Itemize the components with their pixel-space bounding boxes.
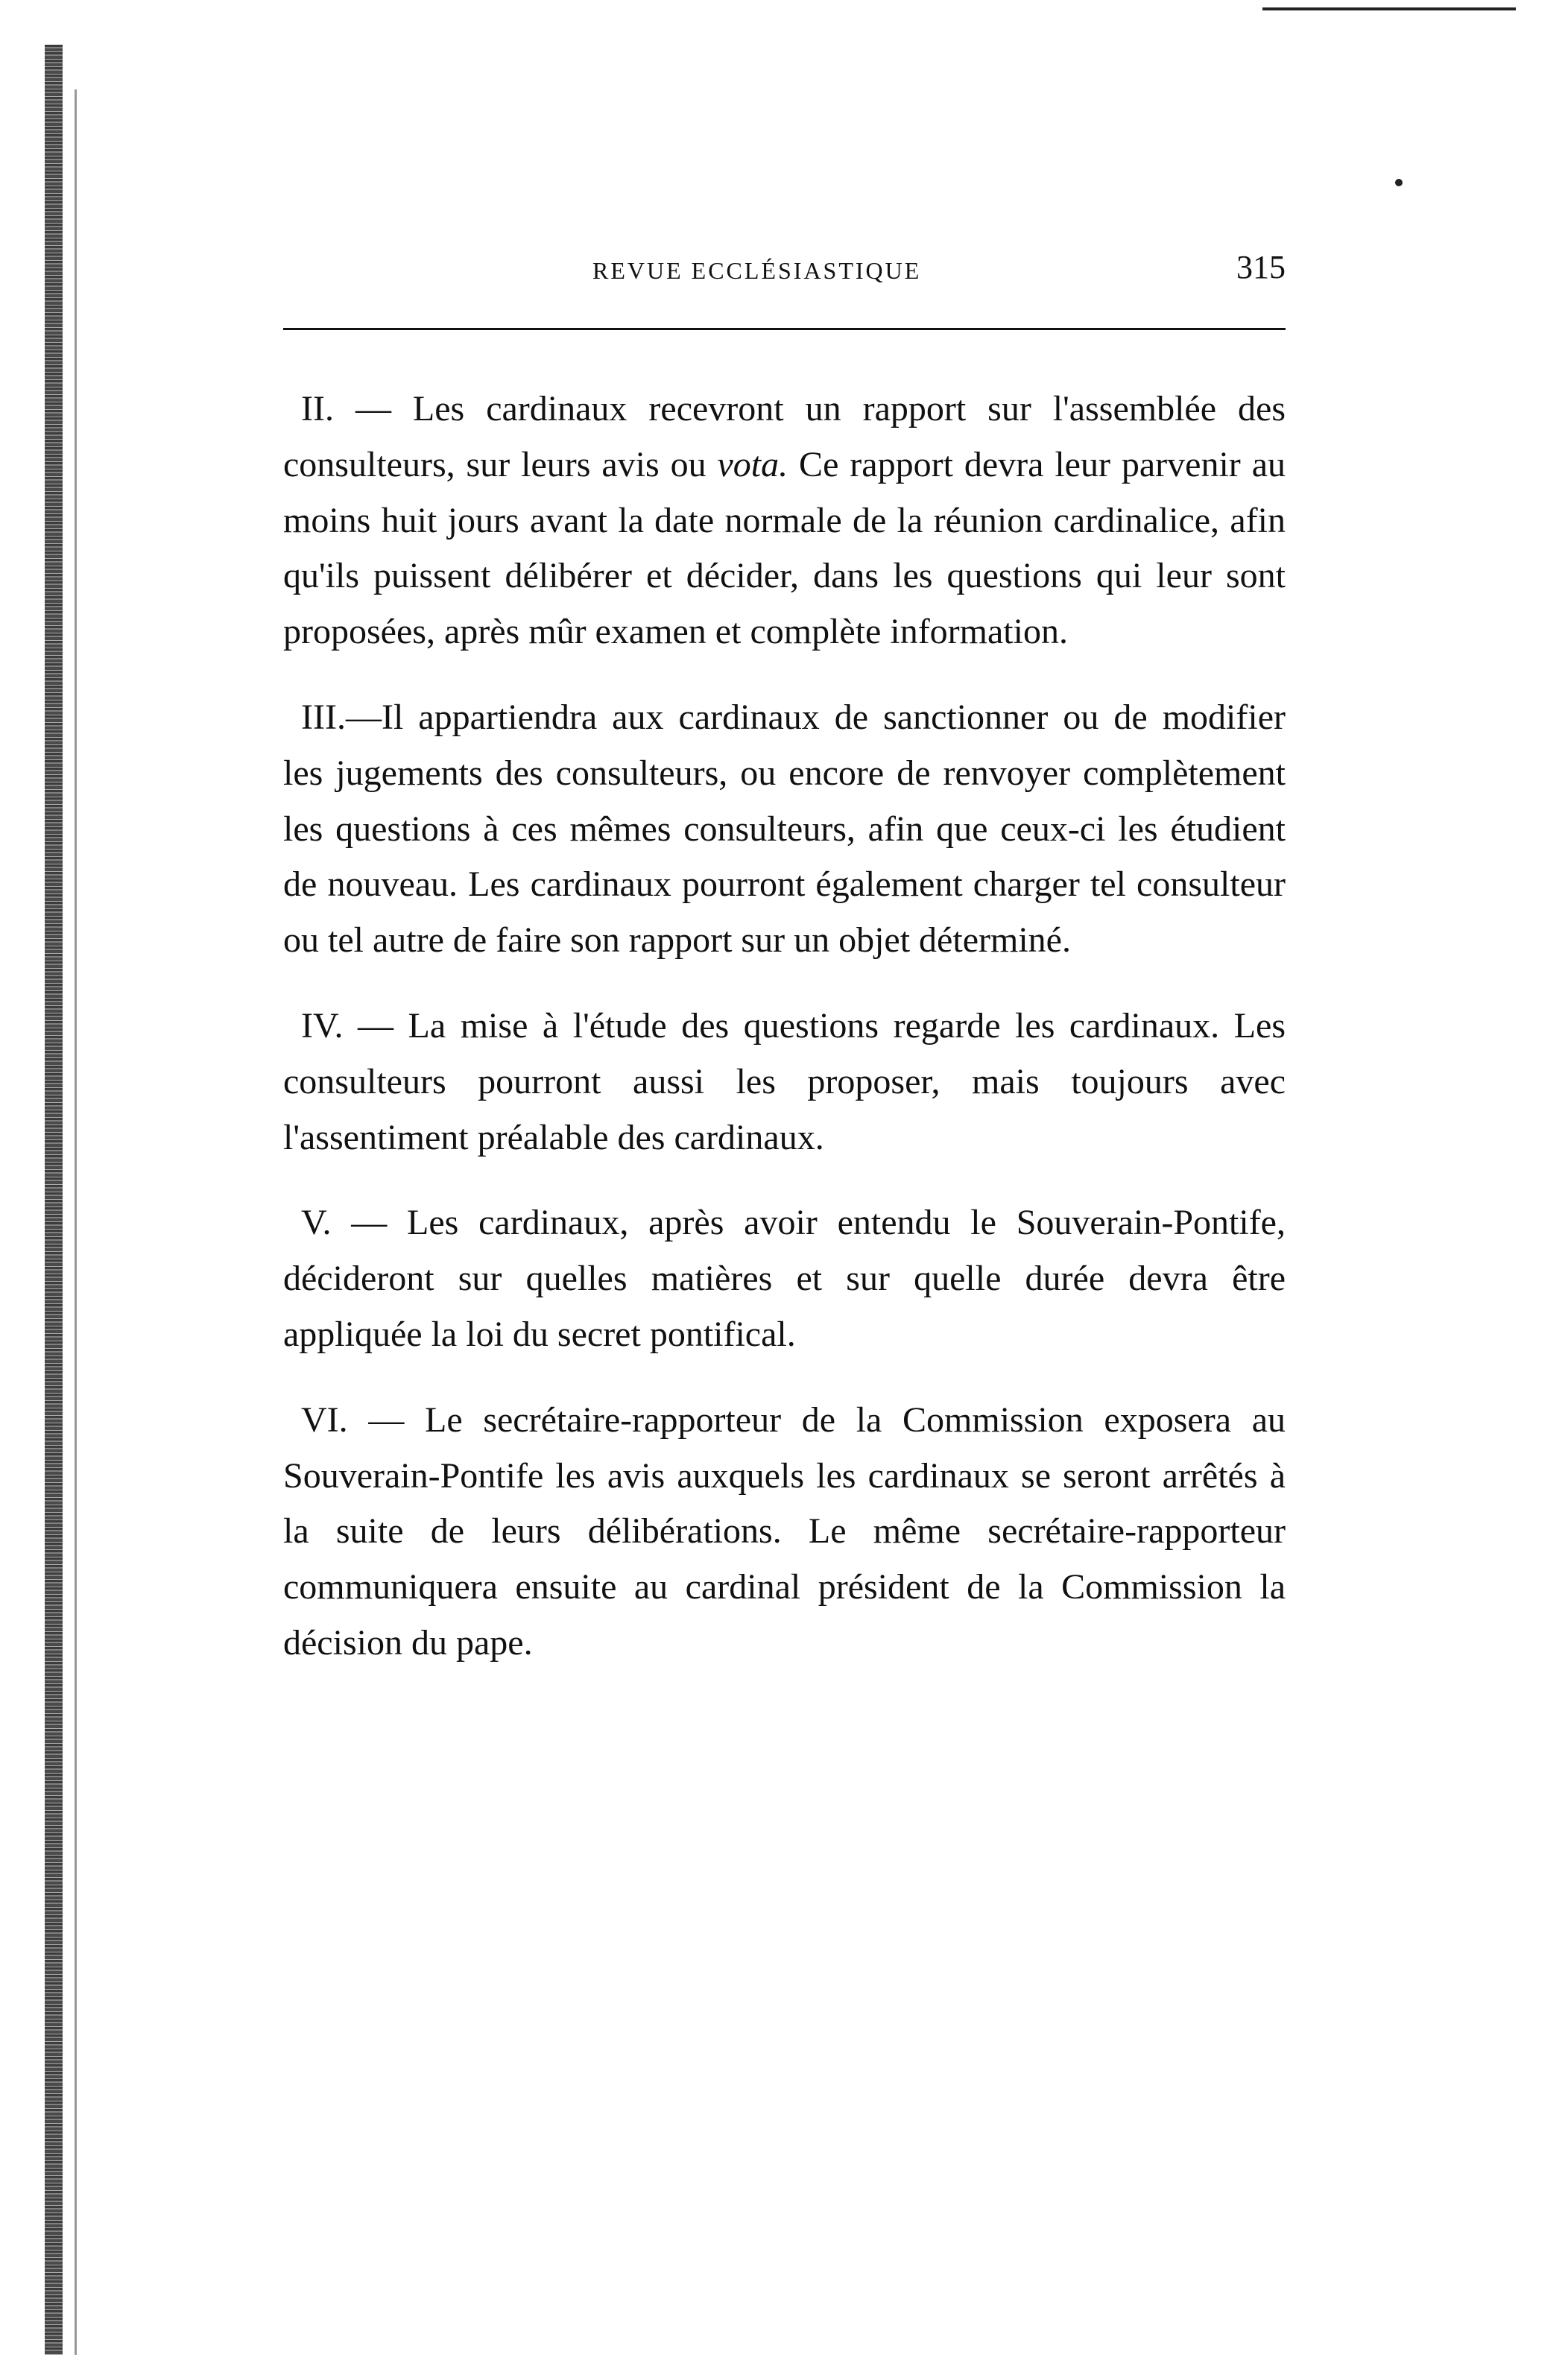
article-number: VI. — xyxy=(301,1399,426,1440)
scan-artifact-rule xyxy=(1262,7,1516,10)
article-number: III.— xyxy=(301,697,382,737)
article-vi xyxy=(283,1393,1286,1671)
article-text-continued: Ce rapport devra leur parvenir au moins huit jours avant la date normale de la réunion cardinalice, afin qu'ils puissent délibérer et décider, dans les questions qui leur sont proposées, après mûr examen et complète information. xyxy=(283,444,1286,652)
page-header xyxy=(283,249,1286,302)
article-number: V. — xyxy=(301,1203,408,1243)
article-text: Il appartiendra aux cardinaux de sanctionner ou de modifier les jugements des consulteurs, ou encore de renvoyer complètement les questions à ces mêmes consulteurs, afin que ceux-ci les étudient de nouveau. Les cardinaux pourront également charger tel consulteur ou tel autre de faire son rapport sur un objet déterminé. xyxy=(283,697,1286,961)
article-v xyxy=(283,1195,1286,1362)
article-iv xyxy=(283,999,1286,1165)
body-text xyxy=(283,382,1286,1701)
article-number: II. — xyxy=(301,389,413,428)
article-text: Les cardinaux, après avoir entendu le Souverain-Pontife, décideront sur quelles matières et sur quelle durée devra être appliquée la loi du secret pontifical. xyxy=(283,1203,1286,1354)
header-rule xyxy=(283,328,1286,330)
article-iii xyxy=(283,690,1286,969)
page-number: 315 xyxy=(1236,249,1286,285)
article-text: La mise à l'étude des questions regarde les cardinaux. Les consulteurs pourront aussi les proposer, mais toujours avec l'assentiment préalable des cardinaux. xyxy=(283,1005,1286,1157)
binding-shadow-line xyxy=(75,89,77,2355)
article-number: IV. — xyxy=(301,1005,408,1046)
scan-artifact-dot xyxy=(1395,179,1403,186)
running-title: REVUE ECCLÉSIASTIQUE xyxy=(592,257,922,284)
article-text: Les cardinaux recevront un rapport sur l'assemblée des consulteurs, sur leurs avis ou xyxy=(283,389,1286,484)
article-ii xyxy=(283,382,1286,660)
scanned-binding-edge xyxy=(45,45,63,2355)
article-text: Le secrétaire-rapporteur de la Commission exposera au Souverain-Pontife les avis auxquels les cardinaux se seront arrêtés à la suite de leurs délibérations. Le même secrétaire-rapporteur communiquera ensuite au cardinal président de la Commission la décision du pape. xyxy=(283,1399,1286,1663)
italic-term: vota. xyxy=(717,444,788,484)
